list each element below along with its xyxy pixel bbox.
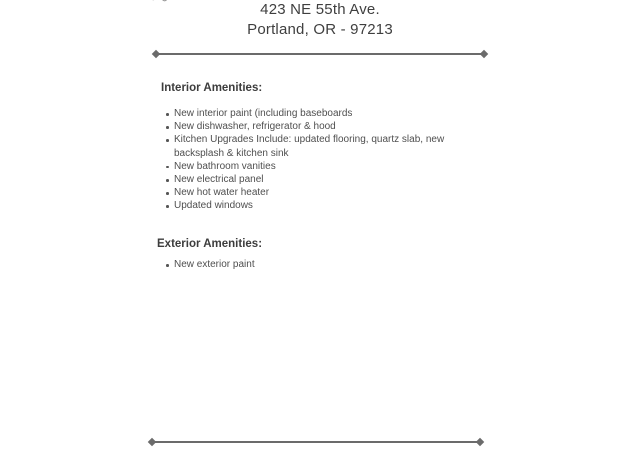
list-item: New exterior paint [164,258,484,271]
top-divider [153,49,487,58]
list-item: Kitchen Upgrades Include: updated flooring, quartz slab, new backsplash & kitchen sink [164,133,484,159]
address-city: Portland, OR - 97213 [247,21,393,38]
divider-line [157,53,483,55]
list-item: Updated windows [164,199,484,212]
divider-line [153,441,479,443]
list-item: New hot water heater [164,186,484,199]
interior-amenities-title: Interior Amenities: [161,82,263,94]
list-item: New bathroom vanities [164,160,484,173]
bottom-divider [149,437,483,446]
exterior-amenities-list [164,258,484,271]
exterior-amenities-title: Exterior Amenities: [157,238,263,250]
list-item: New interior paint (including baseboards [164,107,484,120]
list-item: New electrical panel [164,173,484,186]
interior-amenities-list [164,107,484,213]
divider-diamond-left [148,437,156,445]
list-item: New dishwasher, refrigerator & hood [164,120,484,133]
divider-diamond-left [152,49,160,57]
address-street: 423 NE 55th Ave. [260,1,380,18]
divider-diamond-right [476,437,484,445]
divider-diamond-right [480,49,488,57]
